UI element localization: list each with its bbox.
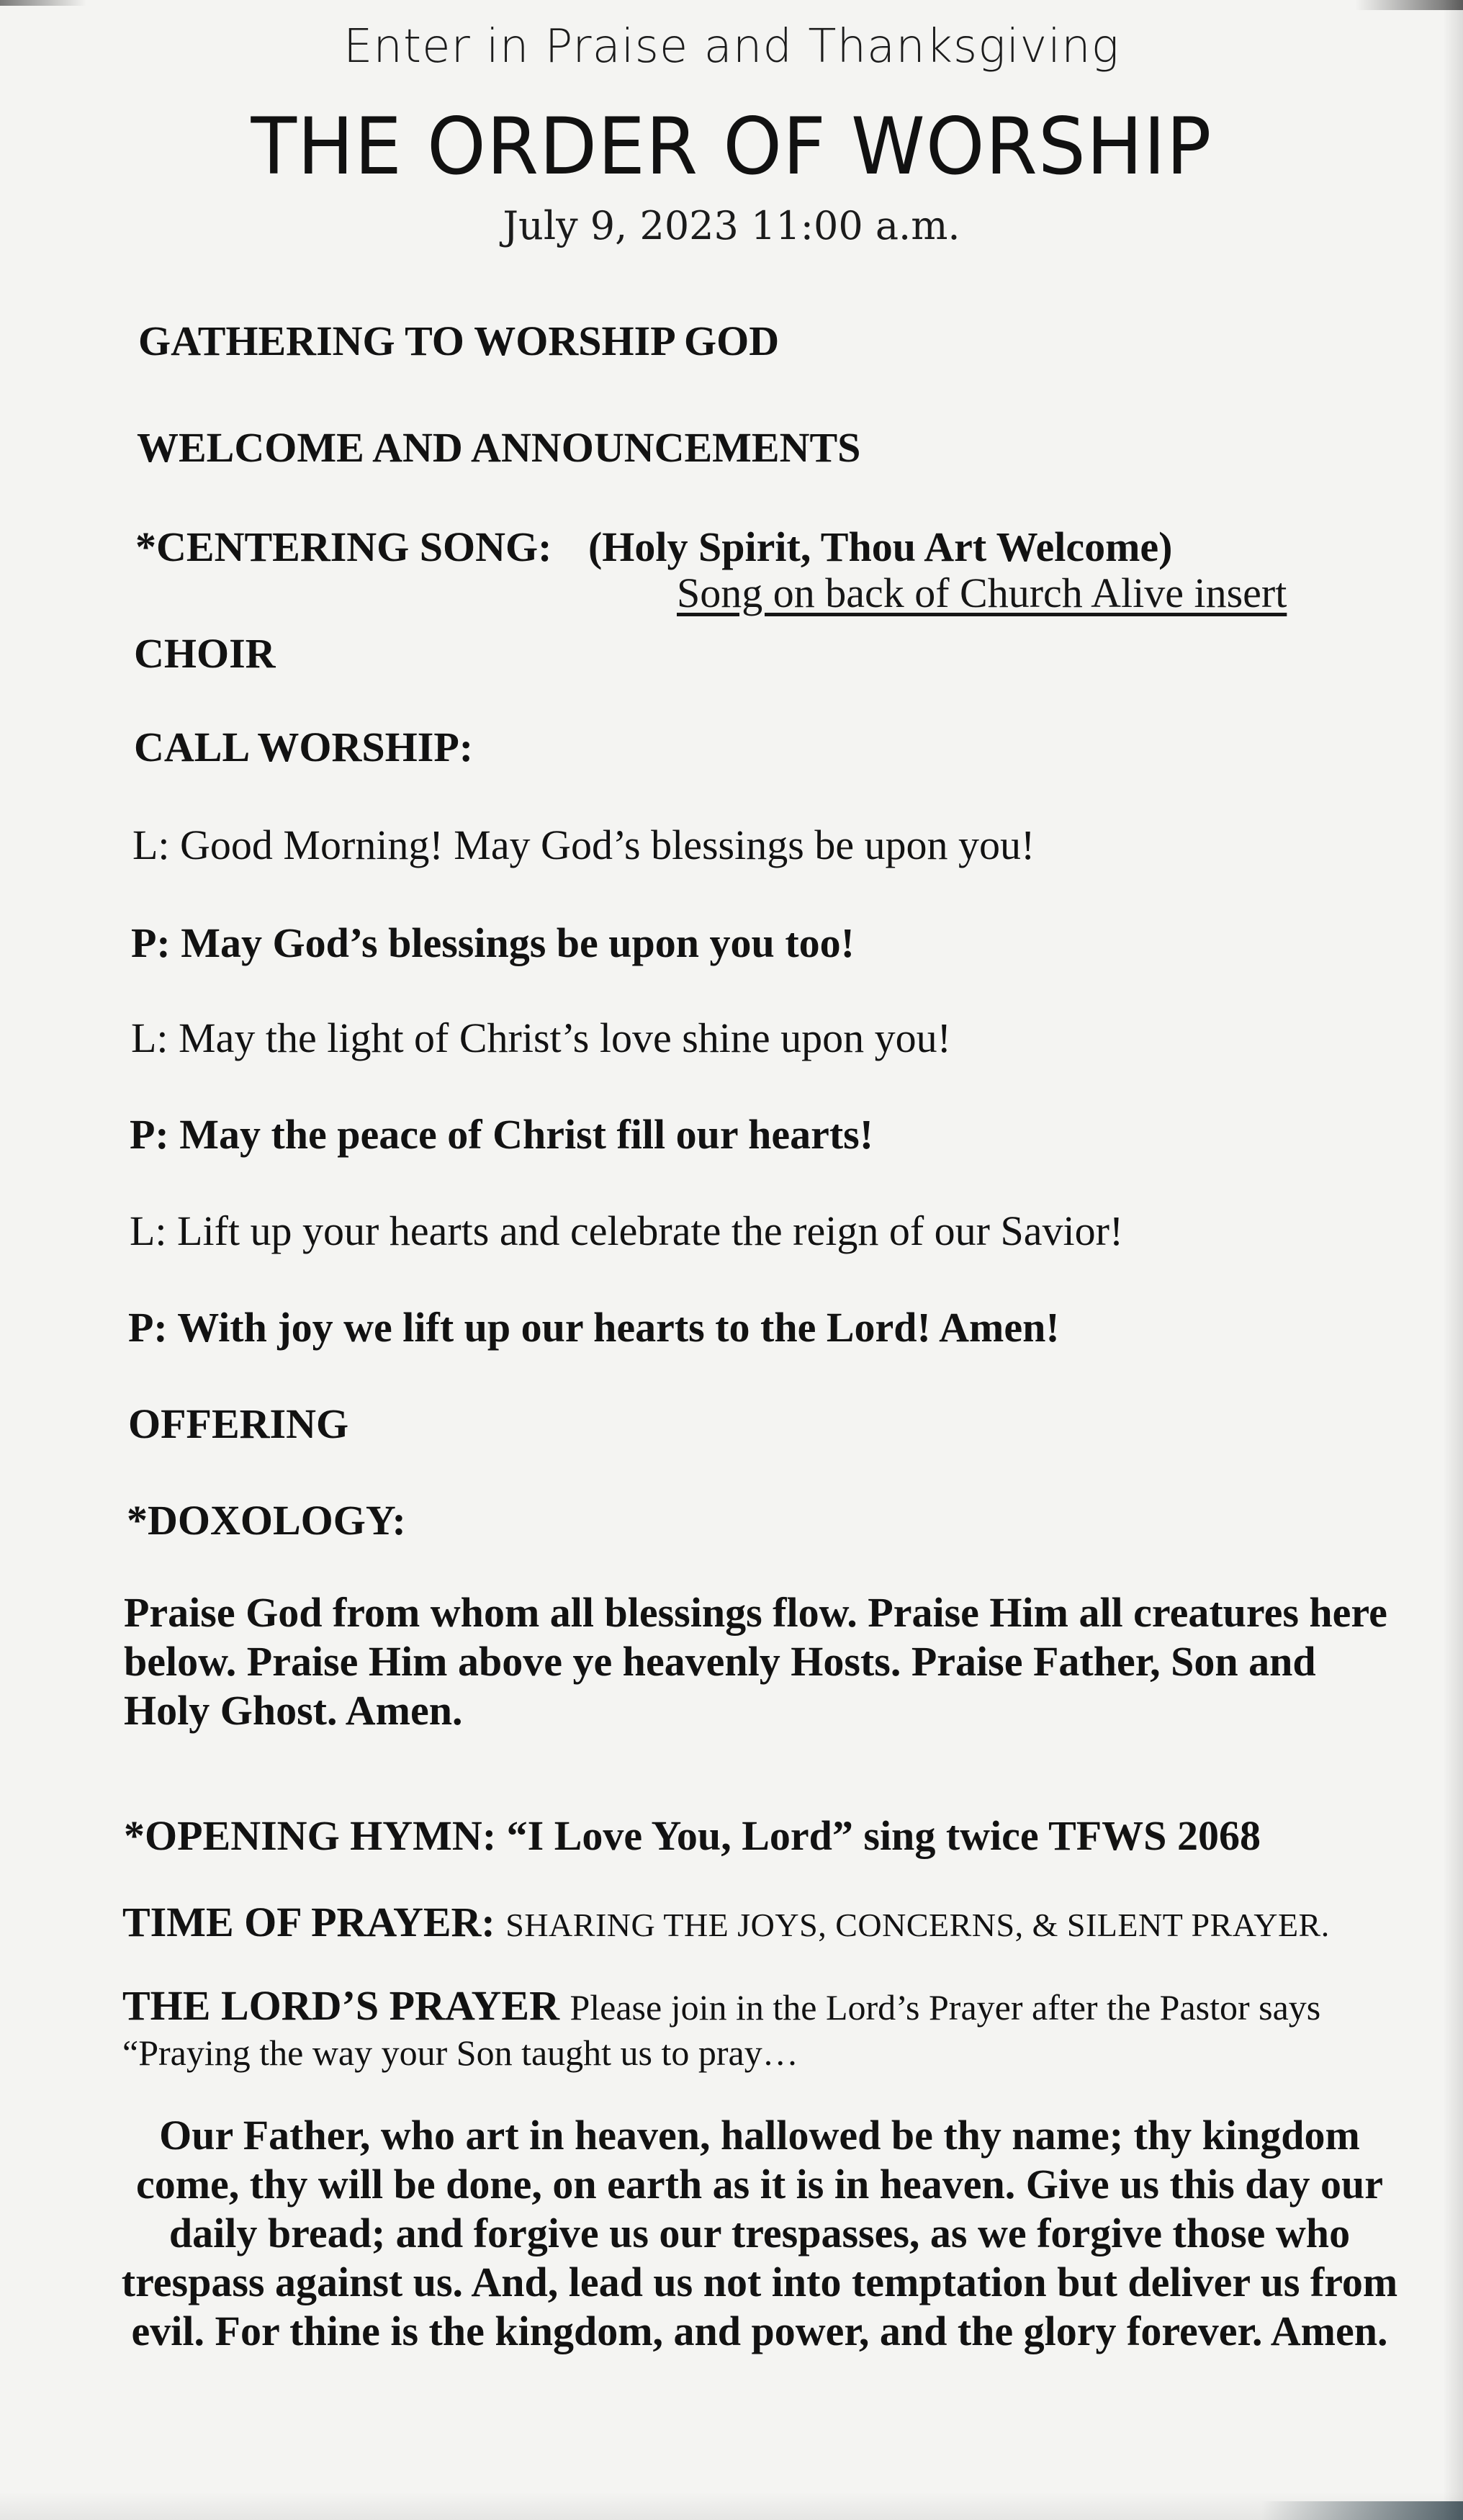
welcome-heading: WELCOME AND ANNOUNCEMENTS <box>137 424 861 471</box>
litany-line-leader: L: Lift up your hearts and celebrate the reign of our Savior! <box>130 1207 1124 1254</box>
shadow-decoration <box>1261 2501 1463 2520</box>
lords-prayer-instruction: Please join in the Lord’s Prayer after the Pastor says <box>570 1987 1321 2028</box>
centering-song-title: (Holy Spirit, Thou Art Welcome) <box>588 523 1173 570</box>
lords-prayer-text: Our Father, who art in heaven, hallowed be thy name; thy kingdom come, thy will be done, on earth as it is in heaven. Give us this day our daily bread; and forgive us our trespasses, as we forgive those who trespass against us. And, lead us not into temptation but deliver us from evil. For thine is the kingdom, and power, and the glory forever. Amen. <box>121 2112 1398 2354</box>
litany-line-people: P: May God’s blessings be upon you too! <box>131 919 855 966</box>
shadow-decoration <box>0 2491 1463 2520</box>
lords-prayer-line <box>122 1981 1320 2030</box>
time-of-prayer-label: TIME OF PRAYER: <box>122 1899 495 1945</box>
centering-song-label: *CENTERING SONG: <box>135 523 552 570</box>
lords-prayer-instruction-cont: “Praying the way your Son taught us to pray… <box>122 2033 798 2073</box>
choir-heading: CHOIR <box>134 630 276 677</box>
time-of-prayer-note: SHARING THE JOYS, CONCERNS, & SILENT PRAYER. <box>505 1907 1330 1943</box>
centering-song-line <box>135 523 1172 571</box>
shadow-decoration <box>1443 0 1463 2520</box>
lords-prayer-label: THE LORD’S PRAYER <box>122 1982 559 2029</box>
tagline: Enter in Praise and Thanksgiving <box>343 20 1120 73</box>
shadow-decoration <box>0 0 86 6</box>
page-title: THE ORDER OF WORSHIP <box>251 99 1212 193</box>
gathering-heading: GATHERING TO WORSHIP GOD <box>138 318 780 364</box>
opening-hymn: *OPENING HYMN: “I Love You, Lord” sing twice TFWS 2068 <box>124 1812 1261 1859</box>
litany-line-leader: L: Good Morning! May God’s blessings be upon you! <box>132 822 1035 868</box>
litany-line-leader: L: May the light of Christ’s love shine upon you! <box>131 1014 951 1061</box>
call-worship-heading: CALL WORSHIP: <box>134 724 474 770</box>
litany-line-people: P: With joy we lift up our hearts to the Lord! Amen! <box>128 1304 1060 1351</box>
doxology-heading: *DOXOLOGY: <box>127 1497 406 1544</box>
centering-song-note: Song on back of Church Alive insert <box>677 570 1287 616</box>
service-date: July 9, 2023 11:00 a.m. <box>503 203 960 248</box>
time-of-prayer-line <box>122 1898 1330 1946</box>
litany-line-people: P: May the peace of Christ fill our hearts! <box>130 1111 874 1158</box>
doxology-text: Praise God from whom all blessings flow. Praise Him all creatures here below. Praise Him above ye heavenly Hosts. Praise Father, Son and Holy Ghost. Amen. <box>124 1589 1387 1734</box>
offering-heading: OFFERING <box>128 1400 349 1447</box>
